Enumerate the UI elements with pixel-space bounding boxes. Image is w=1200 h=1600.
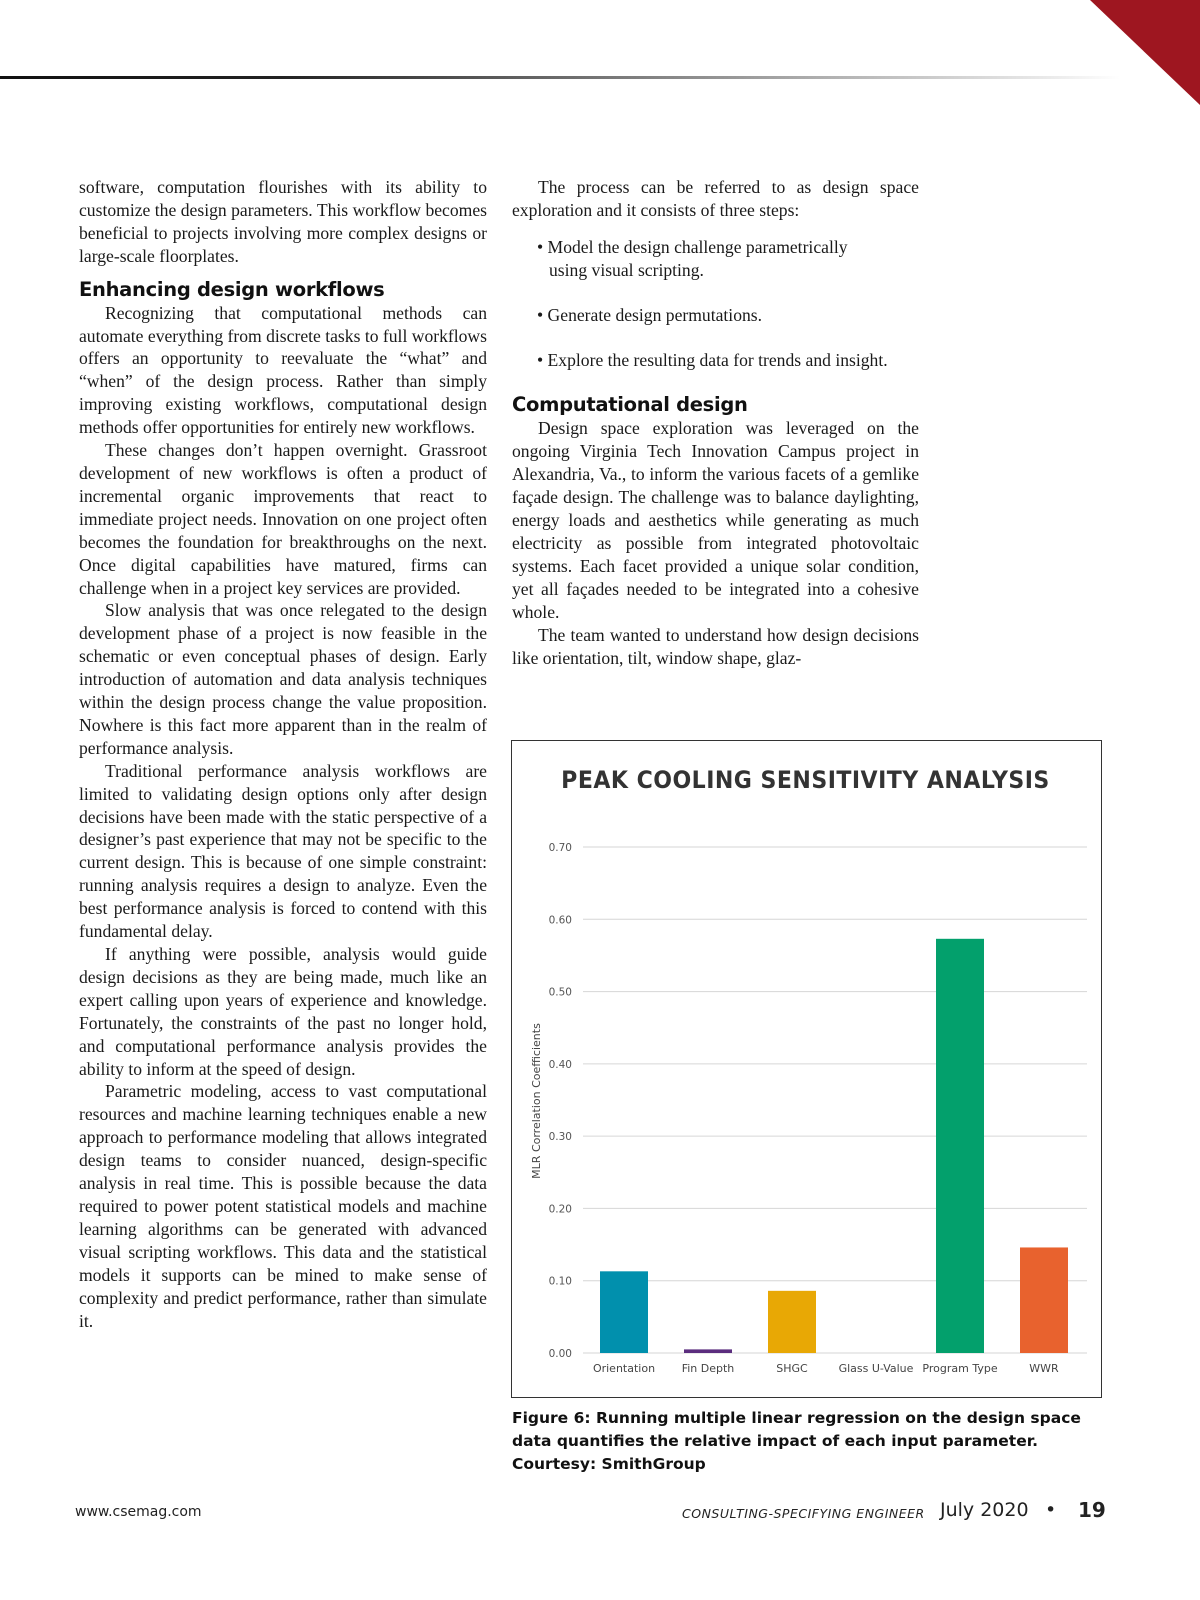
y-tick-label: 0.40 [548,1058,572,1071]
x-tick-label: SHGC [776,1362,808,1375]
y-tick-label: 0.30 [548,1131,572,1144]
x-tick-label: Program Type [922,1362,998,1375]
y-tick-label: 0.00 [548,1348,572,1360]
y-tick-label: 0.20 [548,1203,572,1216]
paragraph: These changes don’t happen overnight. Grassroot development of new workflows is often a product of incremental organic improvements that react to immediate project needs. Innovation on one project often becomes the foundation for breakthroughs on the next. Once digital capabilities have matured, firms can challenge when in a project key services are provided. [79,440,487,598]
chart-title: PEAK COOLING SENSITIVITY ANALYSIS [561,767,1050,795]
steps-list [537,236,919,372]
y-tick-label: 0.50 [548,986,572,999]
y-tick-label: 0.60 [548,914,572,927]
page-number: 19 [1078,1498,1106,1522]
bar-fin-depth [684,1349,732,1353]
y-axis-label: MLR Correlation Coefficients [530,1023,543,1179]
section-heading: Enhancing design workflows [79,277,385,301]
header-rule [0,76,1120,79]
paragraph: The team wanted to understand how design decisions like orientation, tilt, window shape, glaz- [512,624,919,668]
paragraph: software, computation flourishes with its ability to customize the design parameters. This workflow becomes beneficial to projects involving more complex designs or large-scale floorplates. [79,177,487,266]
paragraph: Parametric modeling, access to vast computational resources and machine learning techniques enable a new approach to performance modeling that allows integrated design teams to consider nuanced, design-specific analysis in real time. This is possible because the data required to power potent statistical models and machine learning algorithms can be generated with advanced visual scripting workflows. This data and the statistical models it supports can be mined to make sense of complexity and predict performance, rather than simulate it. [79,1081,487,1331]
x-tick-label: WWR [1029,1362,1059,1375]
bar-orientation [600,1271,648,1353]
paragraph: If anything were possible, analysis would guide design decisions as they are being made, much like an expert calling upon years of experience and knowledge. Fortunately, the constraints of the past no longer hold, and computational performance analysis provides the ability to inform at the speed of design. [79,944,487,1079]
bar-wwr [1020,1247,1068,1353]
footer-publication: CONSULTING-SPECIFYING ENGINEER [682,1506,925,1521]
footer-url[interactable]: www.csemag.com [75,1504,202,1520]
x-tick-label: Orientation [592,1362,656,1375]
list-item: • Generate design permutations. [537,304,763,325]
y-tick-label: 0.70 [548,842,572,854]
footer-separator: • [1045,1499,1057,1521]
chart-figure [511,740,1102,1398]
corner-accent [1090,0,1200,105]
paragraph: Slow analysis that was once relegated to the design development phase of a project is now feasible in the schematic or even conceptual phases of design. Early introduction of automation and data analysis techniques within the design process change the value proposition. Nowhere is this fact more apparent than in the realm of performance analysis. [79,600,487,758]
bar-chart [512,741,1101,1397]
left-column [79,176,487,1332]
figure-caption: Figure 6: Running multiple linear regression on the design space data quantifies the relative impact of each input parameter. Courtesy: SmithGroup [512,1409,1081,1473]
bar-shgc [768,1291,816,1353]
y-tick-label: 0.10 [548,1275,572,1288]
paragraph: The process can be referred to as design space exploration and it consists of three steps: [512,177,919,220]
x-tick-label: Glass U-Value [838,1362,914,1375]
x-tick-label: Fin Depth [681,1362,735,1375]
paragraph: Traditional performance analysis workflows are limited to validating design options only after design decisions have been made with the static perspective of a designer’s past experience that may not be specific to the current design. This is because of one simple constraint: running analysis requires a design to analyze. Even the best performance analysis is forced to contend with this fundamental delay. [79,760,487,942]
section-heading: Computational design [512,393,748,417]
paragraph: Recognizing that computational methods can automate everything from discrete tasks to full workflows offers an opportunity to reevaluate the “what” and “when” of the design process. Rather than simply improving existing workflows, computational design methods offer opportunities for entirely new workflows. [79,302,487,438]
paragraph: Design space exploration was leveraged on the ongoing Virginia Tech Innovation Campus project in Alexandria, Va., to inform the various facets of a gemlike façade design. The challenge was to balance daylighting, energy loads and aesthetics while generating as much electricity as possible from integrated photovoltaic systems. Each facet provided a unique solar condition, yet all façades needed to be integrated into a cohesive whole. [512,418,919,622]
list-item: • Model the design challenge parametrically using visual scripting. [537,236,848,280]
list-item: • Explore the resulting data for trends and insight. [537,349,888,370]
right-column [512,176,919,669]
footer-date: July 2020 [940,1499,1029,1521]
bar-program-type [936,939,984,1353]
